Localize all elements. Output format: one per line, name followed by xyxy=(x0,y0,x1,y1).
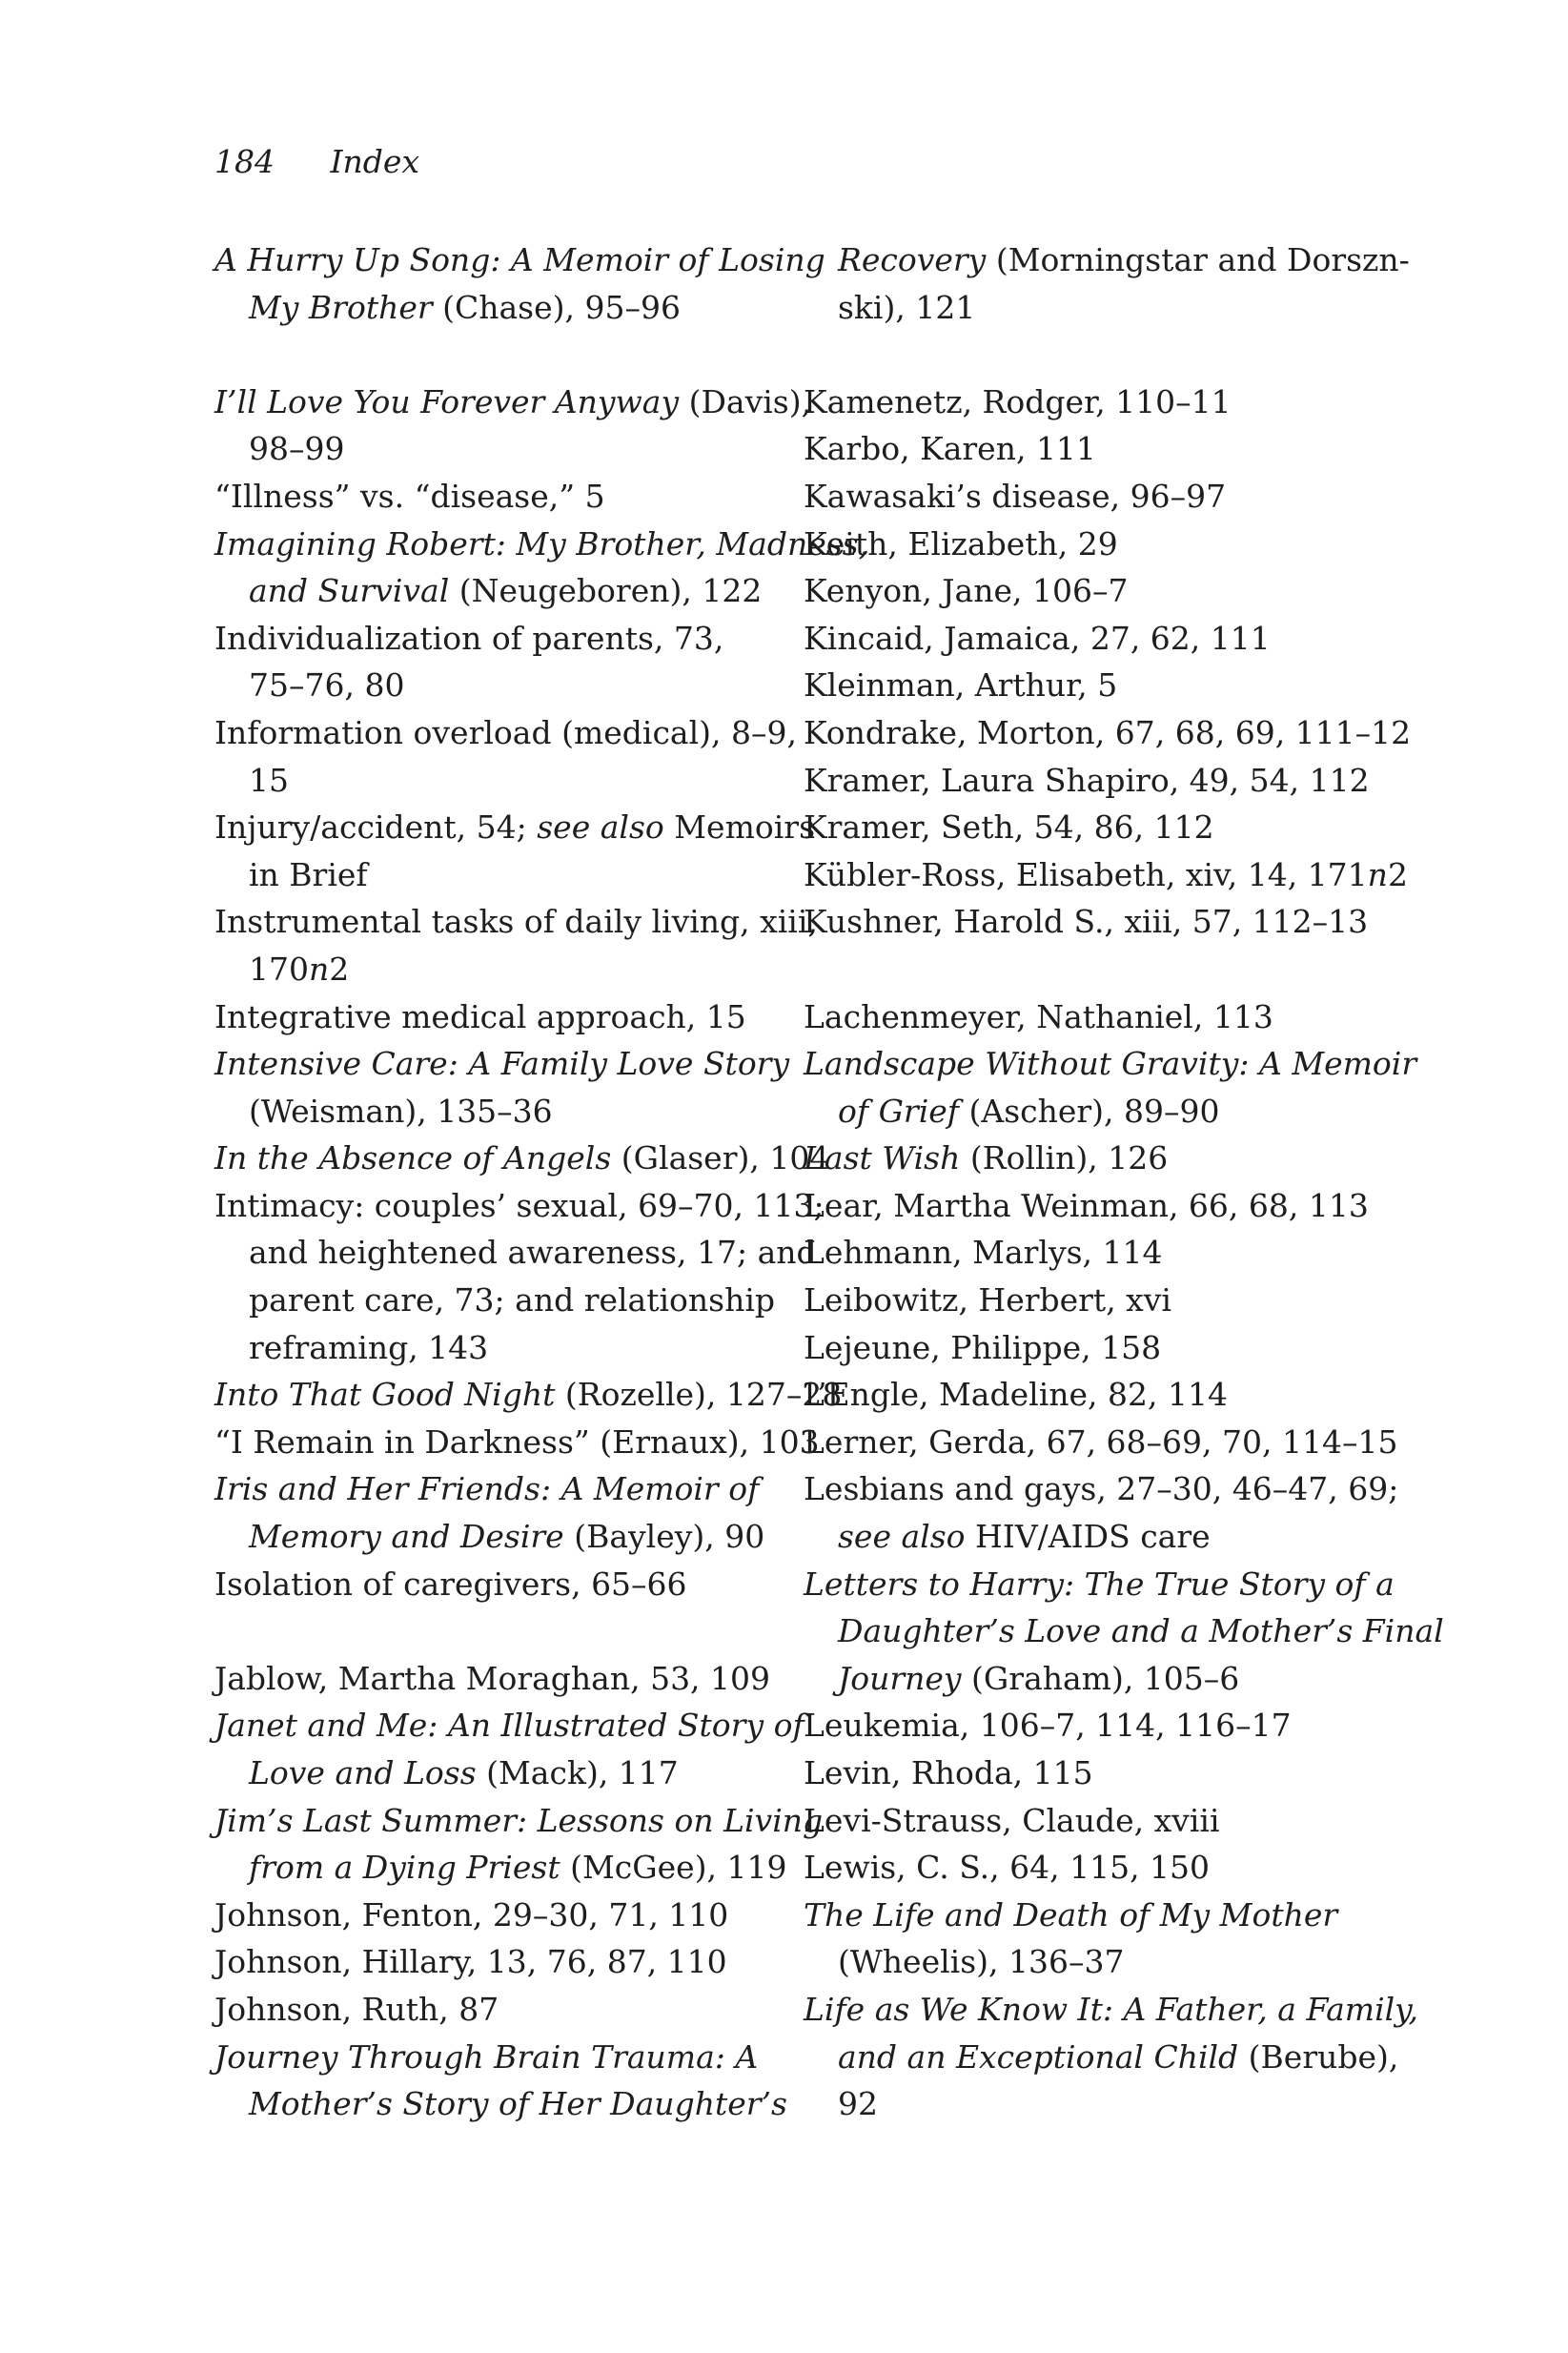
entry-text: 15 xyxy=(249,761,289,799)
index-entry xyxy=(214,804,815,898)
entry-italic-text: n xyxy=(309,950,330,988)
entry-text: “I Remain in Darkness” (Ernaux), 103 xyxy=(214,1422,820,1461)
index-entry xyxy=(804,615,1356,663)
entry-text: Lachenmeyer, Nathaniel, 113 xyxy=(804,997,1273,1035)
entry-text: Integrative medical approach, 15 xyxy=(214,997,746,1035)
index-entry xyxy=(214,1040,796,1135)
index-entry xyxy=(214,236,825,331)
entry-italic-text: The Life and Death of My Mother xyxy=(804,1895,1338,1934)
index-entry xyxy=(214,1135,830,1182)
entry-text: Lesbians and gays, 27–30, 46–47, 69; xyxy=(804,1470,1399,1508)
entry-text: Instrumental tasks of daily living, xiii, xyxy=(214,903,818,941)
index-entry xyxy=(804,804,1356,851)
entry-text: Lear, Martha Weinman, 66, 68, 113 xyxy=(804,1186,1369,1224)
index-entry xyxy=(214,1797,824,1892)
entry-italic-text: of Grief xyxy=(838,1092,960,1130)
entry-italic-text: Janet and Me: An Illustrated Story of xyxy=(214,1707,804,1745)
index-entry xyxy=(214,473,796,521)
entry-italic-text: Imagining Robert: My Brother, Madness, xyxy=(214,524,869,563)
index-entry-continued xyxy=(804,236,1410,331)
entry-text: parent care, 73; and relationship xyxy=(249,1281,776,1320)
index-entry xyxy=(214,993,796,1041)
index-entry xyxy=(804,1182,1369,1230)
index-entry xyxy=(214,379,812,473)
entry-text: Karbo, Karen, 111 xyxy=(804,430,1096,468)
entry-italic-text: Into That Good Night xyxy=(214,1376,556,1414)
entry-text: Kramer, Seth, 54, 86, 112 xyxy=(804,808,1214,847)
entry-text: Kawasaki’s disease, 96–97 xyxy=(804,477,1227,515)
entry-text: Jablow, Martha Moraghan, 53, 109 xyxy=(214,1659,771,1697)
index-entry xyxy=(804,567,1356,615)
entry-text: (Rozelle), 127–28 xyxy=(555,1376,843,1414)
entry-text: Isolation of caregivers, 65–66 xyxy=(214,1565,687,1603)
section-gap xyxy=(804,331,1356,379)
entry-text: ski), 121 xyxy=(838,288,976,326)
entry-text: L’Engle, Madeline, 82, 114 xyxy=(804,1376,1228,1414)
entry-text: Lewis, C. S., 64, 115, 150 xyxy=(804,1849,1211,1887)
entry-text: Kondrake, Morton, 67, 68, 69, 111–12 xyxy=(804,713,1412,751)
entry-text: Keith, Elizabeth, 29 xyxy=(804,524,1118,563)
index-entry xyxy=(804,521,1356,568)
entry-text: Lerner, Gerda, 67, 68–69, 70, 114–15 xyxy=(804,1422,1398,1461)
entry-text: Johnson, Hillary, 13, 76, 87, 110 xyxy=(214,1943,727,1981)
entry-text: (Ascher), 89–90 xyxy=(959,1092,1220,1130)
index-entry xyxy=(804,425,1356,473)
index-entry xyxy=(214,1182,825,1371)
entry-italic-text: see also xyxy=(537,808,664,847)
entry-text: Memoirs xyxy=(663,808,815,847)
entry-text: 2 xyxy=(1387,855,1408,893)
entry-text: Kamenetz, Rodger, 110–11 xyxy=(804,382,1232,420)
entry-text: Kincaid, Jamaica, 27, 62, 111 xyxy=(804,619,1271,657)
entry-italic-text: Intensive Care: A Family Love Story xyxy=(214,1045,790,1083)
entry-text: Kenyon, Jane, 106–7 xyxy=(804,572,1129,610)
entry-italic-text: Daughter’s Love and a Mother’s Final xyxy=(838,1612,1444,1650)
entry-italic-text: from a Dying Priest xyxy=(249,1849,560,1887)
entry-text: Levi-Strauss, Claude, xviii xyxy=(804,1801,1220,1839)
index-entry xyxy=(214,1419,820,1466)
index-entry xyxy=(804,1324,1356,1372)
section-gap xyxy=(804,946,1356,993)
entry-text: (McGee), 119 xyxy=(560,1849,787,1887)
entry-text: (Graham), 105–6 xyxy=(961,1659,1240,1697)
entry-text: Lehmann, Marlys, 114 xyxy=(804,1234,1163,1272)
index-entry xyxy=(214,1986,796,2034)
index-entry xyxy=(214,1702,804,1796)
index-entry xyxy=(804,1797,1356,1845)
entry-italic-text: and Survival xyxy=(249,572,450,610)
entry-text: (Mack), 117 xyxy=(476,1754,679,1791)
entry-italic-text: Last Wish xyxy=(804,1139,961,1177)
index-entry xyxy=(804,1892,1356,1986)
section-gap xyxy=(214,1607,796,1655)
index-entry xyxy=(804,1702,1356,1749)
entry-text: Johnson, Ruth, 87 xyxy=(214,1990,499,2028)
index-entry xyxy=(804,1465,1399,1560)
entry-text: (Rollin), 126 xyxy=(960,1139,1169,1177)
entry-text: Kramer, Laura Shapiro, 49, 54, 112 xyxy=(804,761,1370,799)
entry-text: (Weisman), 135–36 xyxy=(249,1092,553,1130)
entry-text: Lejeune, Philippe, 158 xyxy=(804,1328,1162,1366)
index-entry xyxy=(804,851,1408,899)
index-entry xyxy=(214,1371,843,1419)
entry-text: Johnson, Fenton, 29–30, 71, 110 xyxy=(214,1895,729,1934)
index-entry xyxy=(804,1277,1356,1324)
index-column-right xyxy=(804,236,1444,2128)
section-gap xyxy=(214,331,796,379)
index-entry xyxy=(804,1749,1356,1797)
entry-italic-text: see also xyxy=(838,1518,966,1556)
index-entry xyxy=(804,473,1356,521)
index-entry xyxy=(804,1040,1417,1135)
running-title: Index xyxy=(330,143,420,180)
entry-text: (Bayley), 90 xyxy=(563,1518,765,1556)
entry-italic-text: n xyxy=(1367,855,1388,893)
entry-text: Intimacy: couples’ sexual, 69–70, 113; xyxy=(214,1186,825,1224)
entry-italic-text: Journey Through Brain Trauma: A xyxy=(214,2037,759,2076)
entry-text: Kushner, Harold S., xiii, 57, 112–13 xyxy=(804,903,1369,941)
entry-italic-text: Landscape Without Gravity: A Memoir xyxy=(804,1045,1417,1083)
index-entry xyxy=(214,1561,796,1608)
running-header xyxy=(214,141,419,183)
index-entry xyxy=(804,757,1370,805)
index-entry xyxy=(214,615,796,709)
entry-text: and heightened awareness, 17; and xyxy=(249,1234,817,1272)
entry-text: (Davis), xyxy=(679,382,812,420)
index-entry xyxy=(214,1938,796,1986)
entry-italic-text: Life as We Know It: A Father, a Family, xyxy=(804,1990,1418,2028)
entry-italic-text: Iris and Her Friends: A Memoir of xyxy=(214,1470,760,1508)
entry-text: Injury/accident, 54; xyxy=(214,808,538,847)
index-entry xyxy=(804,993,1356,1041)
entry-text: (Morningstar and Dorszn- xyxy=(986,241,1410,278)
entry-text: Leukemia, 106–7, 114, 116–17 xyxy=(804,1707,1292,1745)
entry-text: 75–76, 80 xyxy=(249,666,405,705)
index-entry xyxy=(804,1986,1418,2128)
index-entry xyxy=(804,1561,1444,1703)
entry-text: in Brief xyxy=(249,855,368,893)
entry-text: HIV/AIDS care xyxy=(965,1518,1211,1556)
entry-text: Levin, Rhoda, 115 xyxy=(804,1754,1093,1791)
entry-text: (Berube), xyxy=(1238,2037,1399,2076)
index-entry xyxy=(214,1655,796,1703)
entry-text: Leibowitz, Herbert, xvi xyxy=(804,1281,1171,1320)
entry-italic-text: Journey xyxy=(838,1659,962,1697)
entry-text: reframing, 143 xyxy=(249,1328,489,1366)
entry-text: (Wheelis), 136–37 xyxy=(838,1943,1125,1981)
index-entry xyxy=(804,898,1369,946)
entry-italic-text: Memory and Desire xyxy=(249,1518,564,1556)
index-entry xyxy=(804,662,1356,709)
entry-text: 92 xyxy=(838,2085,878,2123)
index-entry xyxy=(214,709,796,804)
entry-text: 170 xyxy=(249,950,309,988)
entry-text: (Neugeboren), 122 xyxy=(449,572,763,610)
index-entry xyxy=(214,1465,796,1560)
entry-italic-text: In the Absence of Angels xyxy=(214,1139,612,1177)
page-number: 184 xyxy=(214,143,275,180)
index-entry xyxy=(804,1135,1356,1182)
entry-text: Kleinman, Arthur, 5 xyxy=(804,666,1118,705)
index-entry xyxy=(804,1229,1356,1277)
entry-italic-text: and an Exceptional Child xyxy=(838,2037,1239,2076)
index-entry xyxy=(804,709,1412,757)
index-entry xyxy=(804,379,1356,426)
entry-italic-text: Mother’s Story of Her Daughter’s xyxy=(249,2085,787,2123)
index-entry xyxy=(804,1371,1356,1419)
entry-italic-text: Love and Loss xyxy=(249,1754,477,1791)
index-entry xyxy=(214,1892,796,1939)
entry-italic-text: Jim’s Last Summer: Lessons on Living xyxy=(214,1801,824,1839)
entry-italic-text: Letters to Harry: The True Story of a xyxy=(804,1565,1395,1603)
entry-text: 98–99 xyxy=(249,430,345,468)
index-entry xyxy=(214,898,818,992)
index-entry xyxy=(804,1419,1398,1466)
entry-text: “Illness” vs. “disease,” 5 xyxy=(214,477,605,515)
entry-italic-text: My Brother xyxy=(249,288,433,326)
entry-italic-text: I’ll Love You Forever Anyway xyxy=(214,382,680,420)
entry-text: Kübler-Ross, Elisabeth, xiv, 14, 171 xyxy=(804,855,1368,893)
entry-italic-text: Recovery xyxy=(838,241,987,278)
entry-text: (Chase), 95–96 xyxy=(432,288,681,326)
entry-text: Individualization of parents, 73, xyxy=(214,619,724,657)
entry-text: Information overload (medical), 8–9, xyxy=(214,713,797,751)
entry-text: 2 xyxy=(329,950,350,988)
index-entry xyxy=(214,521,869,615)
index-entry xyxy=(214,2034,796,2128)
entry-italic-text: A Hurry Up Song: A Memoir of Losing xyxy=(214,241,825,278)
entry-text: (Glaser), 104 xyxy=(611,1139,830,1177)
index-entry xyxy=(804,1844,1356,1892)
